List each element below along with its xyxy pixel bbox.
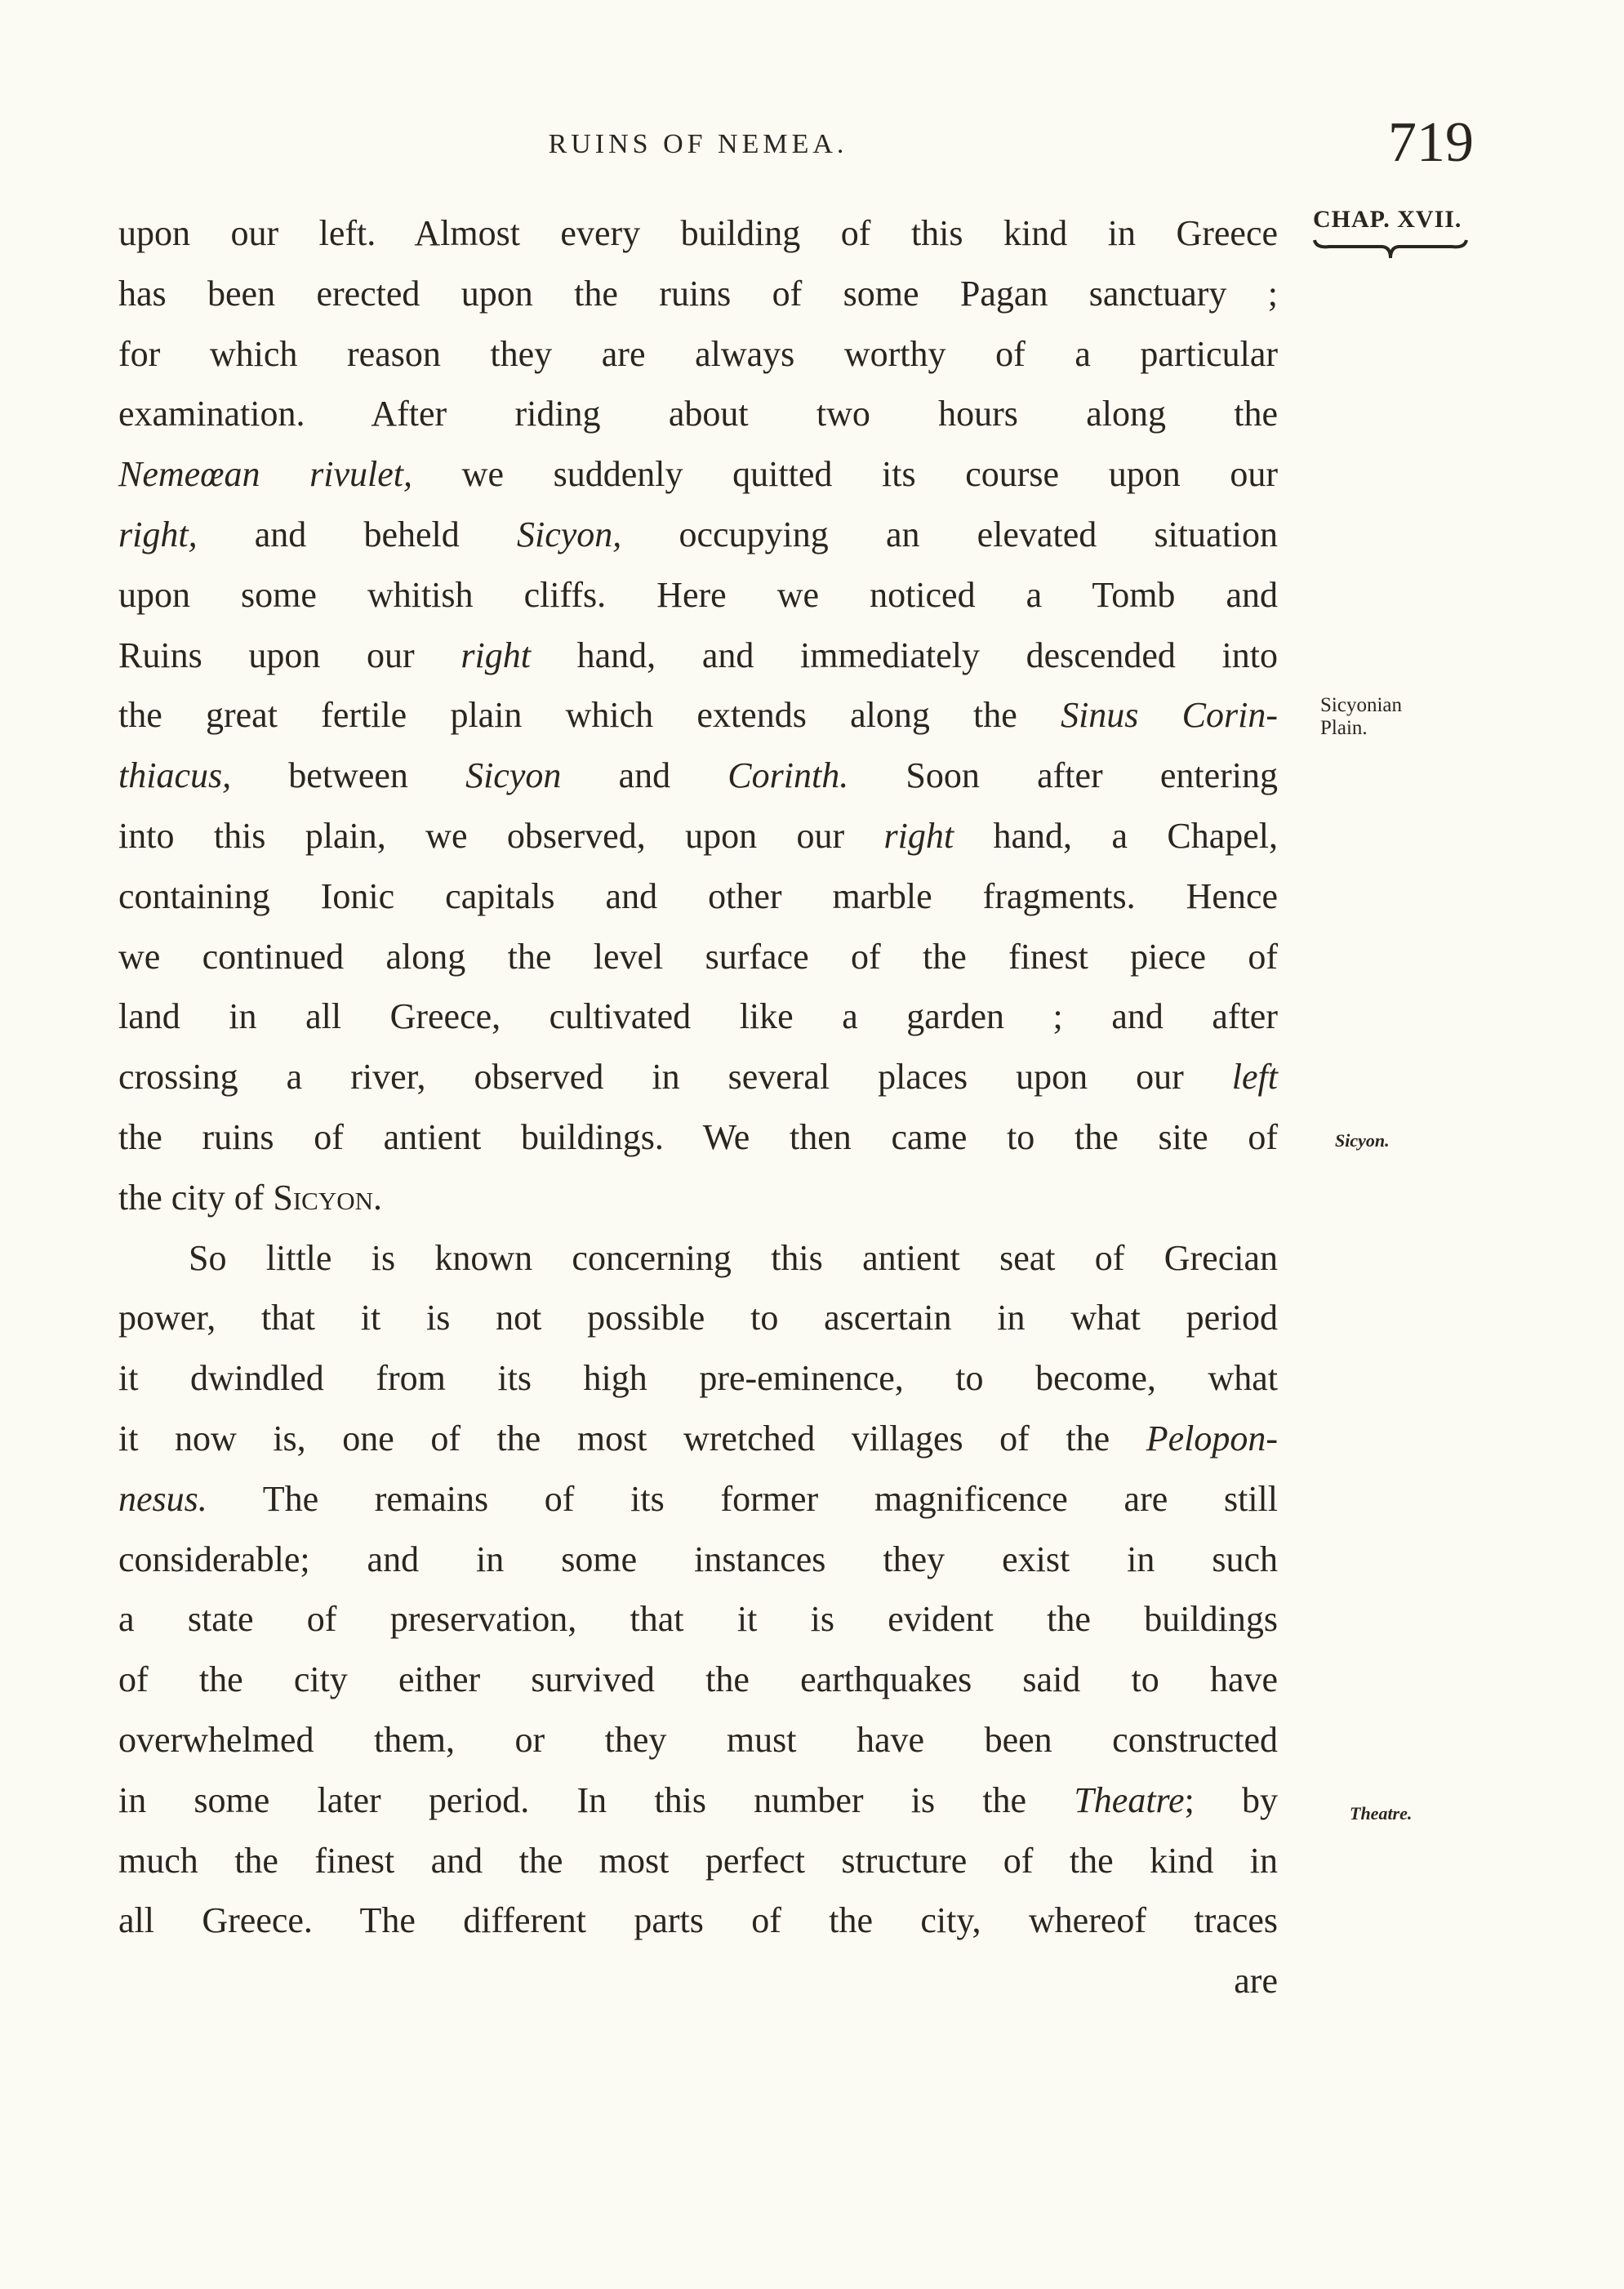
text-segment: a state of preservation, that it is evident the buildings — [118, 1599, 1278, 1640]
text-line — [118, 866, 1278, 927]
text-segment: Sicyon — [465, 755, 562, 796]
text-line — [118, 986, 1278, 1047]
text-segment: examination. After riding about two hours along the — [118, 394, 1278, 434]
text-segment: the great fertile plain which extends along the — [118, 695, 1061, 736]
text-line — [118, 1107, 1278, 1168]
text-line — [118, 927, 1278, 987]
text-segment: we continued along the level surface of the finest piece of — [118, 936, 1278, 977]
text-segment: all Greece. The different parts of the city, whereof traces — [118, 1900, 1278, 1941]
page-number: 719 — [1388, 111, 1474, 174]
text-segment: the ruins of antient buildings. We then came to the site of — [118, 1116, 1278, 1157]
text-segment: of the city either survived the earthquakes said to have — [118, 1659, 1278, 1700]
text-line — [118, 1589, 1278, 1650]
text-line — [118, 746, 1278, 806]
text-segment: and — [561, 755, 728, 796]
text-segment: nesus. — [118, 1478, 207, 1519]
text-line — [118, 505, 1278, 565]
text-line — [118, 626, 1278, 686]
text-segment: for which reason they are always worthy of a particular — [118, 333, 1278, 374]
text-segment: Theatre — [1074, 1779, 1185, 1820]
running-title: RUINS OF NEMEA. — [548, 129, 848, 159]
text-segment: Sicyon. — [273, 1177, 383, 1218]
text-segment: Pelopon- — [1146, 1418, 1278, 1458]
text-segment: Nemeœan rivulet, — [118, 454, 413, 495]
text-line — [118, 264, 1278, 324]
text-segment: considerable; and in some instances they exist in such — [118, 1539, 1278, 1579]
text-segment: much the finest and the most perfect structure of the kind in — [118, 1840, 1278, 1881]
text-line — [118, 1469, 1278, 1530]
text-segment: upon some whitish cliffs. Here we noticed a Tomb and — [118, 574, 1278, 615]
text-segment: crossing a river, observed in several places upon our — [118, 1057, 1232, 1098]
text-segment: hand, and immediately descended into — [530, 635, 1278, 675]
text-line — [118, 384, 1278, 444]
text-segment: it dwindled from its high pre-eminence, to become, what — [118, 1358, 1278, 1399]
text-segment: between — [231, 755, 466, 796]
text-segment: upon our left. Almost every building of this kind in Greece — [118, 213, 1278, 253]
text-segment: and beheld — [197, 514, 517, 554]
text-segment: Ruins upon our — [118, 635, 461, 675]
margin-note-sicyonian-plain: Sicyonian Plain. — [1320, 694, 1402, 739]
text-segment: it now is, one of the most wretched villages of the — [118, 1418, 1146, 1458]
text-line — [118, 1650, 1278, 1710]
text-line — [118, 806, 1278, 866]
text-line — [118, 1168, 1278, 1228]
text-line — [118, 1710, 1278, 1770]
text-line — [118, 685, 1278, 746]
text-line — [118, 1951, 1278, 2011]
text-line — [118, 1288, 1278, 1348]
text-segment: are — [1234, 1961, 1278, 2002]
text-line — [118, 1047, 1278, 1107]
text-segment: Soon after entering — [848, 755, 1279, 796]
margin-note-sicyon: Sicyon. — [1335, 1130, 1390, 1151]
text-line — [118, 565, 1278, 626]
text-line — [118, 324, 1278, 385]
text-segment: Sicyon, — [516, 514, 622, 554]
text-segment: ; by — [1184, 1779, 1278, 1820]
text-segment: land in all Greece, cultivated like a garden ; and after — [118, 996, 1278, 1037]
margin-note-theatre: Theatre. — [1350, 1803, 1413, 1824]
text-line — [118, 1530, 1278, 1590]
text-segment: into this plain, we observed, upon our — [118, 815, 884, 856]
chapter-label: CHAP. XVII. — [1313, 206, 1462, 233]
text-segment: hand, a Chapel, — [954, 815, 1278, 856]
text-segment: right — [461, 635, 531, 675]
text-segment: right — [883, 815, 954, 856]
brace-ornament — [1313, 237, 1468, 261]
text-line — [118, 1890, 1278, 1951]
body-text — [118, 203, 1278, 2011]
text-segment: the city of — [118, 1177, 274, 1218]
text-line — [118, 1770, 1278, 1831]
text-line — [118, 203, 1278, 264]
text-line — [118, 1228, 1278, 1289]
text-segment: power, that it is not possible to ascertain in what period — [118, 1298, 1278, 1338]
text-line — [118, 1409, 1278, 1469]
text-line — [118, 444, 1278, 505]
text-segment: overwhelmed them, or they must have been constructed — [118, 1719, 1278, 1760]
text-segment: Corinth. — [727, 755, 849, 796]
text-segment: containing Ionic capitals and other marble fragments. Hence — [118, 875, 1278, 916]
text-segment: So little is known concerning this antient seat of Grecian — [189, 1237, 1278, 1278]
text-segment: has been erected upon the ruins of some Pagan sanctuary ; — [118, 273, 1278, 314]
text-segment: left — [1231, 1057, 1278, 1098]
text-segment: Sinus Corin- — [1061, 695, 1278, 736]
text-segment: right, — [118, 514, 198, 554]
text-line — [118, 1831, 1278, 1891]
text-segment: The remains of its former magnificence are still — [207, 1478, 1278, 1519]
text-segment: thiacus, — [118, 755, 232, 796]
text-segment: in some later period. In this number is the — [118, 1779, 1075, 1820]
text-line — [118, 1348, 1278, 1409]
text-segment: we suddenly quitted its course upon our — [412, 454, 1278, 495]
text-segment: occupying an elevated situation — [621, 514, 1278, 554]
